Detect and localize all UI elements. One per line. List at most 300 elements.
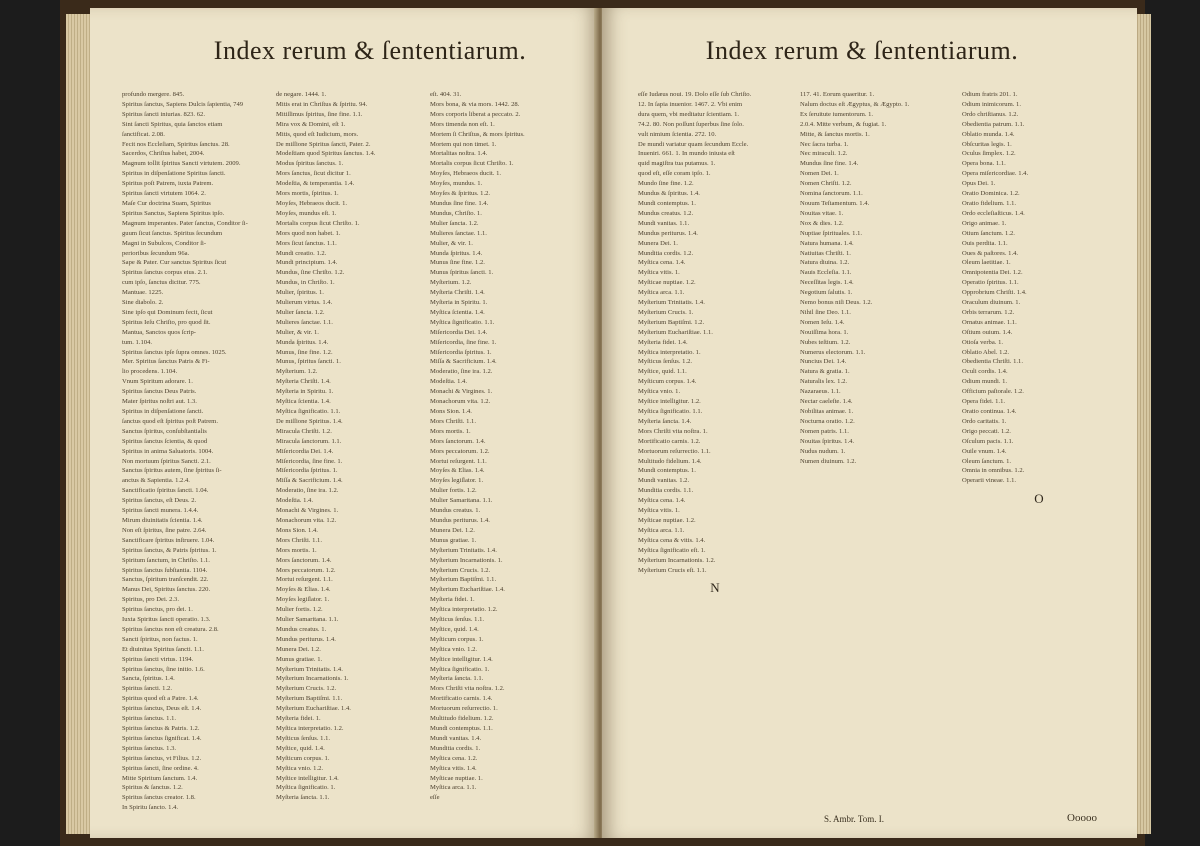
index-line: Myſteria ſancta. 1.1. — [430, 675, 484, 683]
index-line: Sanctus ſpiritus, conſubſtantialis — [122, 427, 207, 435]
index-line: Nomen Chriſti. 1.2. — [800, 180, 852, 188]
index-line: Monachi & Virgines. 1. — [276, 507, 339, 515]
index-line: Mitis erat in Chriſtus & ſpiritu. 94. — [276, 100, 368, 108]
index-line: Myſticae nuptiae. 1.2. — [638, 516, 696, 524]
index-line: Spiritus ſancti virtutem 1064. 2. — [122, 190, 206, 198]
index-line: Myſtice, quid. 1.4. — [430, 625, 479, 633]
index-line: Nauis Eccleſia. 1.1. — [800, 269, 852, 277]
index-line: Spiritus ſancti munera. 1.4.4. — [122, 507, 199, 515]
index-line: Myſtica ſignificatio eſt. 1. — [638, 546, 706, 554]
index-line: Mortalitas noſtra. 1.4. — [430, 150, 488, 158]
index-line: Mors mortis, ſpiritus. 1. — [276, 190, 339, 198]
index-line: Mors ſanctus, ſicut dicitur 1. — [276, 170, 351, 178]
index-line: quid magiſtra tua putamus. 1. — [638, 160, 716, 168]
index-line: Mira vox & Domini, eſt 1. — [276, 120, 346, 128]
index-line: Spiritus ſanctus, ſine initio. 1.6. — [122, 665, 205, 673]
index-line: Myſterium Trinitatis. 1.4. — [276, 665, 343, 673]
index-line: Mulier, & vir. 1. — [276, 328, 319, 336]
right-column-2 — [800, 90, 954, 814]
index-line: Monachi & Virgines. 1. — [430, 388, 493, 396]
index-line: lio procedens. 1.104. — [122, 368, 178, 376]
index-line: Mulierum virtus. 1.4. — [276, 299, 333, 307]
index-line: Multitudo fidelium. 1.4. — [638, 457, 702, 465]
index-line: Non mortuum ſpiritus Sancti. 2.1. — [122, 457, 211, 465]
index-line: Naturalis lex. 1.2. — [800, 378, 848, 386]
index-line: Myſtica vnio. 1. — [638, 388, 681, 396]
index-line: Natura & gratia. 1. — [800, 368, 850, 376]
index-line: Myſticus ſenſus. 1.1. — [276, 734, 331, 742]
index-line: Moyſes, Hebraeos ducit. 1. — [430, 170, 502, 178]
index-line: Myſterium Baptiſmi. 1.1. — [430, 576, 497, 584]
index-line: cum ipſo, ſanctus dicitur. 775. — [122, 279, 201, 287]
index-line: Mundus & ſpiritus. 1.4. — [638, 190, 700, 198]
index-line: Nouum Teſtamentum. 1.4. — [800, 199, 870, 207]
index-line: Nox & dies. 1.2. — [800, 219, 844, 227]
index-line: Nihil ſine Deo. 1.1. — [800, 308, 851, 316]
index-line: Spiritus ſancti, ſine ordine. 4. — [122, 764, 199, 772]
index-line: Spiritus ſanctus, eſt Deus. 2. — [122, 497, 197, 505]
index-line: Mundus, Chriſto. 1. — [430, 209, 482, 217]
index-line: Maſe Cur doctrina Suam, Spiritus — [122, 199, 211, 207]
index-line: Mundi creatio. 1.2. — [276, 249, 327, 257]
index-line: Vnum Spiritum adorare. 1. — [122, 378, 193, 386]
index-line: Mulier Samaritana. 1.1. — [430, 497, 493, 505]
index-line: Mater ſpiritus noſtri aut. 1.3. — [122, 398, 197, 406]
index-line: Spiritus ſanctus, & Patris ſpiritus. 1. — [122, 546, 217, 554]
index-line: Myſtica arca. 1.1. — [430, 784, 477, 792]
index-line: anctus & Sapientia. 1.2.4. — [122, 477, 190, 485]
index-line: Moyſes legiſlator. 1. — [276, 596, 330, 604]
left-page — [90, 8, 598, 838]
index-line: Spiritus poſt Patrem, iuxta Patrem. — [122, 180, 214, 188]
index-line: Orbis terrarum. 1.2. — [962, 308, 1015, 316]
index-line: 2.0.4. Mitte verbum, & fugiat. 1. — [800, 120, 887, 128]
index-line: Myſterium Trinitatis. 1.4. — [638, 299, 705, 307]
index-line: Mantua, Sanctos quos ſcrip- — [122, 328, 196, 336]
index-line: Inueniri. 661. 1. In mundo iniusta eſt — [638, 150, 735, 158]
index-line: Mer. Spiritus ſanctus Patris & Fi- — [122, 358, 210, 366]
index-line: Mundi vanitas. 1.1. — [638, 219, 690, 227]
index-line: Myſtica cena & vitis. 1.4. — [638, 536, 706, 544]
index-line: Myſtice intelligitur. 1.2. — [638, 398, 701, 406]
index-line: Myſterium Baptiſmi. 1.2. — [638, 318, 705, 326]
index-line: Spiritus Sanctus, Sapiens Spiritus ipſo. — [122, 209, 225, 217]
index-line: Myſterium Crucis eſt. 1.1. — [638, 566, 707, 574]
index-line: Ex ſeruitute iumentorum. 1. — [800, 110, 874, 118]
index-line: Mortem qui non timet. 1. — [430, 140, 497, 148]
index-line: Myſticus ſenſus. 1.1. — [430, 616, 485, 624]
left-column-3 — [430, 90, 576, 814]
index-line: Mundi contemptus. 1. — [638, 467, 696, 475]
index-line: Ouile vnum. 1.4. — [962, 447, 1007, 455]
index-line: eſſe Iudæus noui. 19. Dolo eſſe ſub Chriſto. — [638, 91, 752, 98]
index-line: Oculus ſimplex. 1.2. — [962, 150, 1016, 158]
index-line: Myſterium Euchariſtiae. 1.4. — [430, 586, 505, 594]
index-line: Oraculum diuinum. 1. — [962, 299, 1021, 307]
index-line: Spiritus Ieſu Chriſto, pro quod ſit. — [122, 318, 211, 326]
index-line: Myſtica ſcientia. 1.4. — [430, 308, 485, 316]
index-line: Mors bona, & via mors. 1442. 28. — [430, 100, 520, 108]
index-line: Modeſtia. 1.4. — [276, 497, 313, 505]
index-line: Sint ſancti Spiritus, quia ſanctos etiam — [122, 120, 223, 128]
index-line: Spiritus ſanctus, Sapiens Dulcis ſapientia, 749 — [122, 100, 244, 108]
index-line: Oues & paſtores. 1.4. — [962, 249, 1019, 257]
index-line: Spiritus ſanctus non eſt creatura. 2.8. — [122, 625, 219, 633]
index-line: 12. In ſapia inuenior. 1467. 2. Vbi enim — [638, 100, 743, 108]
index-line: Mitis, quod eſt Iudicium, mors. — [276, 130, 359, 138]
index-line: Oſculum pacis. 1.1. — [962, 437, 1014, 445]
right-columns — [626, 90, 1113, 814]
index-line: Mulier, ſpiritus. 1. — [276, 289, 324, 297]
right-page — [602, 8, 1137, 838]
index-line: Nudus nudum. 1. — [800, 447, 846, 455]
index-line: Mundus creatus. 1. — [430, 507, 481, 515]
page-edges-right — [1135, 14, 1151, 834]
index-line: Mulier fortis. 1.2. — [276, 606, 323, 614]
index-line: Mortui reſurgent. 1.1. — [276, 576, 333, 584]
index-line: Myſtica ſignificatio. 1. — [276, 784, 336, 792]
index-line: Natura diuina. 1.2. — [800, 259, 850, 267]
index-line: Moyſes & ſpiritus. 1.2. — [430, 190, 491, 198]
index-line: 74.2. 80. Non poſſunt ſuperbus ſine ſolo. — [638, 120, 744, 128]
index-line: Miſericordia Dei. 1.4. — [276, 447, 334, 455]
index-line: Negotium ſalutis. 1. — [800, 289, 853, 297]
index-line: Sape & Pater. Cur sanctus Spiritus ſicut — [122, 259, 227, 267]
index-line: Mitte Spiritum ſanctum. 1.4. — [122, 774, 198, 782]
index-line: Natura humana. 1.4. — [800, 239, 854, 247]
index-line: Munditia cordis. 1. — [430, 744, 481, 752]
index-line: Mundus creatus. 1.2. — [638, 209, 694, 217]
index-line: Spiritus quod eſt a Patre. 1.4. — [122, 695, 199, 703]
index-line: Myſtica vitis. 1.4. — [430, 764, 477, 772]
index-line: Myſtice intelligitur. 1.4. — [430, 655, 493, 663]
index-line: Moyſes & Elias. 1.4. — [276, 586, 331, 594]
index-line: Mors Chriſti. 1.1. — [430, 417, 476, 425]
index-line: Spiritus ſanctus ipſe ſupra omnes. 1025. — [122, 348, 227, 356]
index-line: Nouitas ſpiritus. 1.4. — [800, 437, 855, 445]
index-line: Myſtica cena. 1.4. — [638, 259, 686, 267]
index-line: Spiritus in anima Saluatoris. 1004. — [122, 447, 214, 455]
index-line: Mulier Samaritana. 1.1. — [276, 616, 339, 624]
index-line: Munda ſpiritus. 1.4. — [430, 249, 483, 257]
index-line: Oblatio Abel. 1.2. — [962, 348, 1010, 356]
index-line: Munditia cordis. 1.1. — [638, 487, 694, 495]
index-line: quod eſt, eſſe coram ipſo. 1. — [638, 170, 711, 178]
index-line: Myſticus ſenſus. 1.2. — [638, 358, 693, 366]
index-line: Moyſes & Elias. 1.4. — [430, 467, 485, 475]
index-line: Oleum laetitiae. 1. — [962, 259, 1011, 267]
index-line: Miſericordia Dei. 1.4. — [430, 328, 488, 336]
index-line: eſt. 404. 31. — [430, 91, 462, 98]
index-line: Myſticae nuptiae. 1. — [430, 774, 483, 782]
index-line: Myſtica vitis. 1. — [638, 269, 680, 277]
index-line: Myſtice, quid. 1.4. — [276, 744, 325, 752]
index-line: Opera miſericordiae. 1.4. — [962, 170, 1029, 178]
index-line: Mantuae. 1225. — [122, 289, 164, 297]
index-line: Sine ipſo qui Dominum fecit, ſicut — [122, 308, 213, 316]
index-line: Myſtica arca. 1.1. — [638, 289, 685, 297]
index-line: Ouis perdita. 1.1. — [962, 239, 1008, 247]
index-line: Magnum imperantes. Pater ſanctus, Conditor ſi- — [122, 219, 248, 227]
index-line: vult nimium ſcientia. 272. 10. — [638, 130, 717, 138]
index-line: Nouiſſima hora. 1. — [800, 328, 849, 336]
index-line: Modeſtia. 1.4. — [430, 378, 467, 386]
index-line: Mulier, & vir. 1. — [430, 239, 473, 247]
index-line: Myſticum corpus. 1. — [276, 754, 330, 762]
index-line: Myſterium Euchariſtiae. 1.4. — [276, 705, 351, 713]
index-line: Odium mundi. 1. — [962, 378, 1008, 386]
index-line: Munda ſpiritus. 1.4. — [276, 338, 329, 346]
index-line: Origo peccati. 1.2. — [962, 427, 1011, 435]
index-line: Spiritus ſancti. 1.2. — [122, 685, 173, 693]
index-line: Myſteria in Spiritu. 1. — [276, 388, 334, 396]
index-line: Moyſes, mundus eſt. 1. — [276, 209, 337, 217]
index-line: Mortificatio carnis. 1.2. — [638, 437, 701, 445]
index-line: Myſteria fidei. 1. — [430, 596, 475, 604]
index-line: Myſtica vnio. 1.2. — [430, 645, 478, 653]
page-edges-left — [66, 14, 92, 834]
right-column-3 — [962, 90, 1116, 814]
right-column-3-lines — [962, 90, 1116, 486]
index-line: Magni in Subulcos, Conditor ſi- — [122, 239, 207, 247]
index-line: profundo mergere. 845. — [122, 91, 185, 98]
index-line: Myſticum corpus. 1. — [430, 635, 484, 643]
index-line: Myſtica vnio. 1.2. — [276, 764, 324, 772]
index-line: Spiritus ſanctus corpus eius. 2.1. — [122, 269, 208, 277]
index-line: guum ſicut ſanctus. Spiritus ſecundum — [122, 229, 223, 237]
index-line: Mundi vanitas. 1.2. — [638, 477, 690, 485]
index-line: Officium paſtorale. 1.2. — [962, 388, 1024, 396]
index-line: Spiritus ſanctus, vt Filius. 1.2. — [122, 754, 202, 762]
index-line: Spiritus ſanctus ſcientia, & quod — [122, 437, 208, 445]
index-line: Miracula ſanctorum. 1.1. — [276, 437, 342, 445]
index-line: ſanctificat. 2.08. — [122, 130, 165, 138]
index-line: Spiritum ſanctum, in Chriſto. 1.1. — [122, 556, 210, 564]
index-line: Mulieres ſanctae. 1.1. — [276, 318, 333, 326]
index-line: Mors corporis liberat a peccato. 2. — [430, 110, 521, 118]
index-line: Mors ſanctorum. 1.4. — [430, 437, 486, 445]
index-line: Munera Dei. 1.2. — [276, 645, 321, 653]
index-line: Spiritus ſancti virtus. 1194. — [122, 655, 194, 663]
index-line: Sanctus, ſpiritum tranſcendit. 22. — [122, 576, 209, 584]
index-line: In Spiritu ſancto. 1.4. — [122, 804, 179, 812]
index-line: Moderatio, ſine ira. 1.2. — [276, 487, 339, 495]
index-line: De miſſione Spiritus. 1.4. — [276, 417, 343, 425]
index-line: Mundus periturus. 1.4. — [430, 516, 490, 524]
index-line: Sine diabolo. 2. — [122, 299, 164, 307]
section-letter-o: O — [1034, 491, 1044, 507]
index-line: Mors Chriſti vita noſtra. 1. — [638, 427, 708, 435]
index-line: Munus gratiae. 1. — [276, 655, 323, 663]
index-line: Myſticum corpus. 1.4. — [638, 378, 697, 386]
index-line: Operatio ſpiritus. 1.1. — [962, 279, 1019, 287]
index-line: Non eſt ſpiritus, ſine patre. 2.64. — [122, 526, 207, 534]
index-line: Spiritus ſanctus, Deus eſt. 1.4. — [122, 705, 202, 713]
index-line: Miſſa & Sacrificium. 1.4. — [276, 477, 343, 485]
index-line: Nubes teſtium. 1.2. — [800, 338, 851, 346]
index-line: Mortuorum reſurrectio. 1.1. — [638, 447, 711, 455]
index-line: Miſericordia, ſine fine. 1. — [430, 338, 497, 346]
index-line: Mortuorum reſurrectio. 1. — [430, 705, 498, 713]
index-line: Spiritus & ſanctus. 1.2. — [122, 784, 183, 792]
index-line: Nocturna oratio. 1.2. — [800, 417, 855, 425]
index-line: Myſtice intelligitur. 1.4. — [276, 774, 339, 782]
index-line: Spiritus ſancti iniurias. 823. 62. — [122, 110, 205, 118]
index-line: Munus, ſine fine. 1.2. — [276, 348, 333, 356]
index-line: Myſtica ſcientia. 1.4. — [276, 398, 331, 406]
index-line: Mirum diuinitatis ſcientia. 1.4. — [122, 516, 203, 524]
index-line: Mortalis corpus ſicut Chriſto. 1. — [430, 160, 514, 168]
index-line: Miſſa & Sacrificium. 1.4. — [430, 358, 497, 366]
index-line: Opus Dei. 1. — [962, 180, 996, 188]
index-line: tum. 1.104. — [122, 338, 153, 346]
index-line: Mitte, & ſanctus mortis. 1. — [800, 130, 870, 138]
index-line: Myſtica ſignificatio. 1.1. — [276, 408, 341, 415]
index-line: Mundus, ſine Chriſto. 1.2. — [276, 269, 345, 277]
index-line: Mundi vanitas. 1.4. — [430, 734, 482, 742]
index-line: Spiritus ſanctus ſignificat. 1.4. — [122, 734, 202, 742]
index-line: Nazaraeus. 1.1. — [800, 388, 841, 396]
index-line: Myſterium Incarnationis. 1.2. — [638, 556, 716, 564]
index-line: 117. 41. Eorum quaeritur. 1. — [800, 91, 875, 98]
index-line: Sancti ſpiritus, non factus. 1. — [122, 635, 198, 643]
index-line: Mors Chriſti. 1.1. — [276, 536, 322, 544]
index-line: Mons Sion. 1.4. — [430, 408, 472, 415]
index-line: Magnum tollit ſpiritus Sancti virtutem. 2009. — [122, 160, 241, 168]
index-line: Manus Dei, Spiritus ſanctus. 220. — [122, 586, 211, 594]
index-line: Oleum ſanctum. 1. — [962, 457, 1012, 465]
index-line: Sanctificare ſpiritus inſtruere. 1.04. — [122, 536, 215, 544]
index-line: Myſteria Chriſti. 1.4. — [276, 378, 331, 386]
index-line: Mulier ſancta. 1.2. — [430, 219, 479, 227]
index-line: Nomina ſanctorum. 1.1. — [800, 190, 863, 198]
index-line: Ornatus animae. 1.1. — [962, 318, 1017, 326]
index-line: Origo animae. 1. — [962, 219, 1007, 227]
index-line: Mons Sion. 1.4. — [276, 526, 318, 534]
index-line: Myſteria in Spiritu. 1. — [430, 299, 488, 307]
index-line: Iuxta Spiritus ſancti operatio. 1.3. — [122, 616, 211, 624]
index-line: Mundus creatus. 1. — [276, 625, 327, 633]
index-line: Myſterium Crucis. 1.2. — [276, 685, 337, 693]
index-line: Oculi cordis. 1.4. — [962, 368, 1008, 376]
index-line: Spiritus ſanctus. 1.1. — [122, 715, 177, 723]
index-line: Myſterium Incarnationis. 1. — [430, 556, 503, 564]
index-line: De miſſione Spiritus ſancti, Pater. 2. — [276, 140, 371, 148]
index-line: Mors peccatorum. 1.2. — [430, 447, 490, 455]
index-line: Et diuinitas Spiritus ſancti. 1.1. — [122, 645, 204, 653]
index-line: perioribus ſecundum 96a. — [122, 249, 190, 257]
index-line: Nec miraculi. 1.2. — [800, 150, 848, 158]
index-line: Munera Dei. 1.2. — [430, 526, 475, 534]
index-line: Mors Chriſti vita noſtra. 1.2. — [430, 685, 505, 693]
index-line: Myſterium Incarnationis. 1. — [276, 675, 349, 683]
index-line: Myſtica interpretatio. 1.2. — [430, 606, 498, 614]
index-line: Myſteria ſancta. 1.1. — [276, 794, 330, 802]
index-line: Modeſtiam quod Spiritus ſanctus. 1.4. — [276, 150, 376, 158]
index-line: De mundi variatur quam ſecundum Eccle. — [638, 140, 749, 148]
index-line: ſanctus quod eſt ſpiritus poſt Patrem. — [122, 417, 218, 425]
index-line: Myſtica ſignificatio. 1. — [430, 665, 490, 673]
index-line: Spiritus ſanctus ſubſtantia. 1104. — [122, 566, 208, 574]
index-line: Myſtica ſignificatio. 1.1. — [430, 318, 495, 326]
left-columns — [114, 90, 574, 814]
index-line: Mundus, in Chriſto. 1. — [276, 279, 335, 287]
index-line: Moderatio, ſine ira. 1.2. — [430, 368, 493, 376]
index-line: Miſericordia, ſine fine. 1. — [276, 457, 343, 465]
index-line: Mundi principium. 1.4. — [276, 259, 338, 267]
index-line: Omnipotentia Dei. 1.2. — [962, 269, 1023, 277]
index-line: Nemo bonus niſi Deus. 1.2. — [800, 299, 873, 307]
index-line: Numen diuinum. 1.2. — [800, 457, 857, 465]
index-line: Spiritus ſanctus, pro dei. 1. — [122, 606, 193, 614]
index-line: Nouitas vitae. 1. — [800, 209, 844, 217]
index-line: Spiritus in diſpenſatione Spiritus ſancti. — [122, 170, 226, 178]
index-line: Myſterium Trinitatis. 1.4. — [430, 546, 497, 554]
index-line: Myſtica cena. 1.2. — [430, 754, 478, 762]
index-line: Multitudo fidelium. 1.2. — [430, 715, 494, 723]
catchword: Ooooo — [1067, 812, 1097, 824]
index-line: Mulier fortis. 1.2. — [430, 487, 477, 495]
index-line: Mulier ſancta. 1.2. — [276, 308, 325, 316]
index-line: Operarii vineae. 1.1. — [962, 477, 1017, 485]
section-letter-n: N — [710, 580, 720, 596]
index-line: Obedientia Chriſti. 1.1. — [962, 358, 1023, 366]
index-line: Mundus ſine fine. 1.4. — [800, 160, 859, 168]
index-line: Oblatio munda. 1.4. — [962, 130, 1015, 138]
index-line: Sancta, ſpiritus. 1.4. — [122, 675, 175, 683]
index-line: Mortui reſurgent. 1.1. — [430, 457, 487, 465]
index-line: Spiritus ſanctus creator. 1.8. — [122, 794, 196, 802]
index-line: Oratio fidelium. 1.1. — [962, 199, 1017, 207]
index-line: Nomen patris. 1.1. — [800, 427, 849, 435]
index-line: Myſterium. 1.2. — [430, 279, 472, 287]
index-line: Mors ſicut ſanctus. 1.1. — [276, 239, 337, 247]
index-line: Mundus periturus. 1.4. — [276, 635, 336, 643]
index-line: Oſtium ouium. 1.4. — [962, 328, 1013, 336]
right-column-1 — [638, 90, 792, 814]
index-line: Odium inimicorum. 1. — [962, 100, 1021, 108]
index-line: Myſterium Baptiſmi. 1.1. — [276, 695, 343, 703]
index-line: Obſcuritas legis. 1. — [962, 140, 1012, 148]
index-line: Myſteria Chriſti. 1.4. — [430, 289, 485, 297]
index-line: Opera fidei. 1.1. — [962, 398, 1006, 406]
index-line: Sanctificatio ſpiritus ſancti. 1.04. — [122, 487, 209, 495]
index-line: Myſteria fidei. 1.4. — [638, 338, 688, 346]
index-line: Moyſes, Hebraeos ducit. 1. — [276, 199, 348, 207]
index-line: Natiuitas Chriſti. 1. — [800, 249, 851, 257]
index-line: Otioſa verba. 1. — [962, 338, 1004, 346]
index-line: Mundi contemptus. 1.1. — [430, 725, 493, 732]
index-line: Modus ſpiritus ſanctus. 1. — [276, 160, 344, 168]
index-line: Mortalis corpus ſicut Chriſto. 1. — [276, 219, 360, 227]
index-line: Myſtica arca. 1.1. — [638, 526, 685, 534]
index-line: Mundi contemptus. 1. — [638, 199, 696, 207]
index-line: Myſteria ſancta. 1.4. — [638, 417, 692, 425]
signature-mark: S. Ambr. Tom. I. — [824, 814, 884, 824]
index-line: Nalum doctus eſt Ægyptus, & Ægypto. 1. — [800, 100, 910, 108]
index-line: Mors mortis. 1. — [430, 427, 471, 435]
index-line: Obedientia patrum. 1.1. — [962, 120, 1025, 128]
index-line: Nomen Ieſu. 1.4. — [800, 318, 845, 326]
index-line: Ordo caritatis. 1. — [962, 417, 1007, 425]
index-line: Ordo eccleſiaſticus. 1.4. — [962, 209, 1025, 217]
index-line: Monachorum vita. 1.2. — [276, 516, 337, 524]
index-line: Munus ſpiritus ſancti. 1. — [430, 269, 494, 277]
index-line: Mortem ſi Chriſtus, & mors ſpiritus. — [430, 130, 525, 138]
index-line: Mitiſſimus ſpiritus, ſine fine. 1.1. — [276, 110, 363, 118]
index-line: Mundo ſine fine. 1.2. — [638, 180, 694, 188]
index-line: Munditia cordis. 1.2. — [638, 249, 694, 257]
